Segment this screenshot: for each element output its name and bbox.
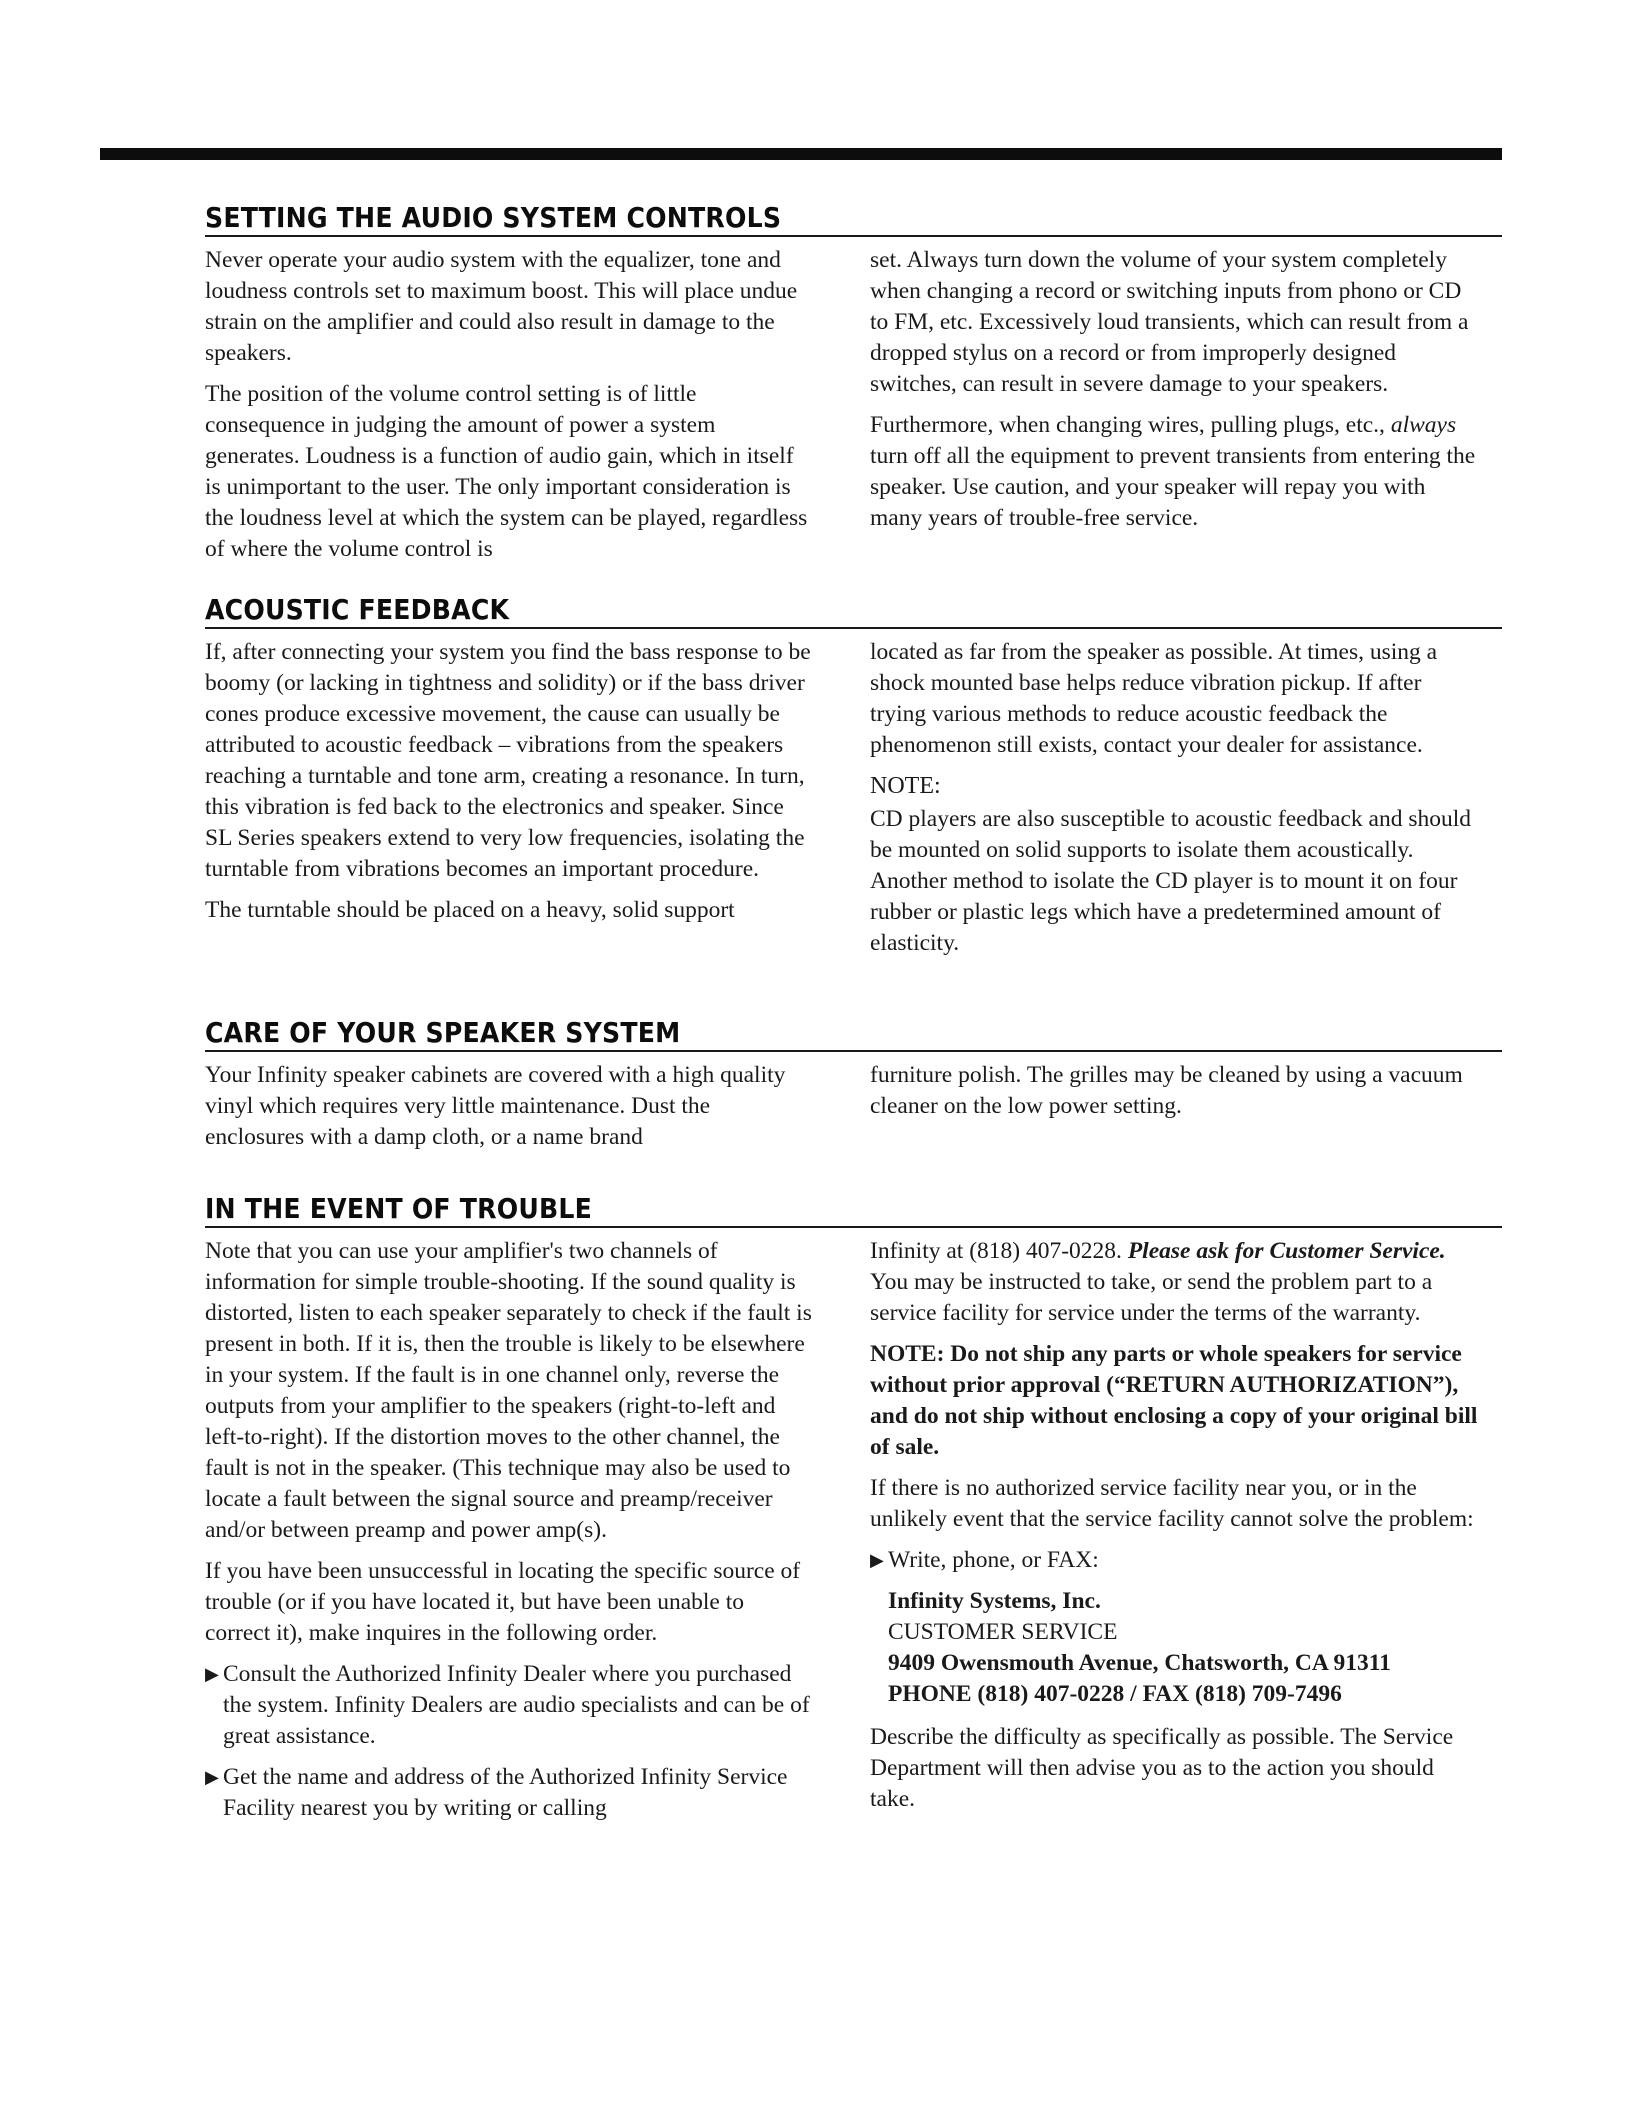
text-run: Infinity at (818) 407-0228.: [870, 1238, 1128, 1264]
right-column: [870, 1060, 1480, 1132]
section-rule: [205, 627, 1502, 629]
emphasis-text: always: [1390, 412, 1457, 438]
paragraph: located as far from the speaker as possible. At times, using a shock mounted base helps reduce vibration pickup. If after trying various methods to reduce acoustic feedback the phenomenon still exists, contact your dealer for assistance.: [870, 639, 1438, 758]
section-speaker-care: [205, 1010, 1502, 1150]
paragraph: [870, 1236, 1480, 1329]
section-title: IN THE EVENT OF TROUBLE: [205, 1192, 593, 1225]
section-rule: [205, 235, 1502, 237]
paragraph: Your Infinity speaker cabinets are covered with a high quality vinyl which requires very little maintenance. Dust the enclosures with a damp cloth, or a name brand: [205, 1062, 786, 1150]
list-item: [205, 1762, 815, 1824]
shipping-note: NOTE: Do not ship any parts or whole speakers for service without prior approval (“RETURN AUTHORIZATION”), and do not ship without enclosing a copy of your original bill of sale.: [870, 1341, 1478, 1460]
section-rule: [205, 1226, 1502, 1228]
section-rule: [205, 1050, 1502, 1052]
department: CUSTOMER SERVICE: [888, 1619, 1118, 1645]
bullet-arrow-icon: ▶: [205, 1664, 219, 1684]
top-rule: [100, 148, 1502, 160]
text-run: turn off all the equipment to prevent transients from entering the speaker. Use caution, and your speaker will repay you with many years of trouble-free service.: [870, 443, 1476, 531]
paragraph: CD players are also susceptible to acoustic feedback and should be mounted on solid supports to isolate them acoustically. Another method to isolate the CD player is to mount it on four rubber or plastic legs which have a predetermined amount of elasticity.: [870, 806, 1472, 956]
paragraph: If, after connecting your system you find the bass response to be boomy (or lacking in tightness and solidity) or if the bass driver cones produce excessive movement, the cause can usually be attributed to acoustic feedback – vibrations from the speakers reaching a turntable and tone arm, creating a resonance. In turn, this vibration is fed back to the electronics and speaker. Since SL Series speakers extend to very low frequencies, isolating the turntable from vibrations becomes an important procedure.: [205, 639, 811, 882]
company-name: Infinity Systems, Inc.: [888, 1588, 1101, 1614]
right-column: [870, 1236, 1480, 1825]
section-event-of-trouble: [205, 1186, 1502, 1821]
list-item-text: Get the name and address of the Authorized Infinity Service Facility nearest you by writing or calling: [223, 1764, 788, 1821]
note-label: NOTE:: [870, 773, 941, 799]
bullet-arrow-icon: ▶: [205, 1767, 219, 1787]
text-run: Furthermore, when changing wires, pulling plugs, etc.,: [870, 412, 1391, 438]
left-column: [205, 1236, 815, 1834]
bullet-arrow-icon: ▶: [870, 1550, 884, 1570]
left-column: [205, 245, 815, 575]
paragraph: Note that you can use your amplifier's two channels of information for simple trouble-shooting. If the sound quality is distorted, listen to each speaker separately to check if the fault is present in both. If it is, then the trouble is likely to be elsewhere in your system. If the fault is in one channel only, reverse the outputs from your amplifier to the speakers (right-to-left and left-to-right). If the distortion moves to the other channel, the fault is not in the speaker. (This technique may also be used to locate a fault between the signal source and preamp/receiver and/or between preamp and power amp(s).: [205, 1238, 812, 1543]
section-title: SETTING THE AUDIO SYSTEM CONTROLS: [205, 201, 782, 234]
section-header: [205, 1186, 1502, 1228]
right-column: [870, 637, 1480, 969]
paragraph: Never operate your audio system with the equalizer, tone and loudness controls set to maximum boost. This will place undue strain on the amplifier and could also result in damage to the speakers.: [205, 247, 798, 366]
section-header: [205, 195, 1502, 237]
list-item: [870, 1545, 1480, 1576]
paragraph: set. Always turn down the volume of your system completely when changing a record or switching inputs from phono or CD to FM, etc. Excessively loud transients, which can result from a dropped stylus on a record or from improperly designed switches, can result in severe damage to your speakers.: [870, 247, 1469, 397]
contact-address: [888, 1586, 1480, 1710]
left-column: [205, 637, 815, 936]
text-run: You may be instructed to take, or send the problem part to a service facility for service under the terms of the warranty.: [870, 1269, 1433, 1326]
paragraph: The position of the volume control setting is of little consequence in judging the amount of power a system generates. Loudness is a function of audio gain, which in itself is unimportant to the user. The only important consideration is the loudness level at which the system can be played, regardless of where the volume control is: [205, 381, 808, 562]
paragraph: The turntable should be placed on a heavy, solid support: [205, 897, 735, 923]
phone-fax: PHONE (818) 407-0228 / FAX (818) 709-7496: [888, 1681, 1342, 1707]
paragraph: If you have been unsuccessful in locating the specific source of trouble (or if you have located it, but have been unable to correct it), make inquires in the following order.: [205, 1558, 801, 1646]
section-audio-controls: [205, 195, 1502, 562]
section-title: ACOUSTIC FEEDBACK: [205, 593, 510, 626]
paragraph: If there is no authorized service facility near you, or in the unlikely event that the service facility cannot solve the problem:: [870, 1475, 1474, 1532]
list-item-text: Write, phone, or FAX:: [888, 1547, 1099, 1573]
section-header: [205, 1010, 1502, 1052]
list-item: [205, 1659, 815, 1752]
right-column: [870, 245, 1480, 544]
left-column: [205, 1060, 815, 1163]
paragraph: [870, 410, 1480, 534]
emphasis-text: Please ask for Customer Service.: [1127, 1238, 1446, 1264]
section-acoustic-feedback: [205, 587, 1502, 956]
section-header: [205, 587, 1502, 629]
street-address: 9409 Owensmouth Avenue, Chatsworth, CA 91311: [888, 1650, 1391, 1676]
paragraph: Describe the difficulty as specifically as possible. The Service Department will then advise you as to the action you should take.: [870, 1724, 1454, 1812]
list-item-text: Consult the Authorized Infinity Dealer where you purchased the system. Infinity Dealers are audio specialists and can be of great assistance.: [223, 1661, 810, 1749]
paragraph: furniture polish. The grilles may be cleaned by using a vacuum cleaner on the low power setting.: [870, 1062, 1463, 1119]
section-title: CARE OF YOUR SPEAKER SYSTEM: [205, 1016, 681, 1049]
